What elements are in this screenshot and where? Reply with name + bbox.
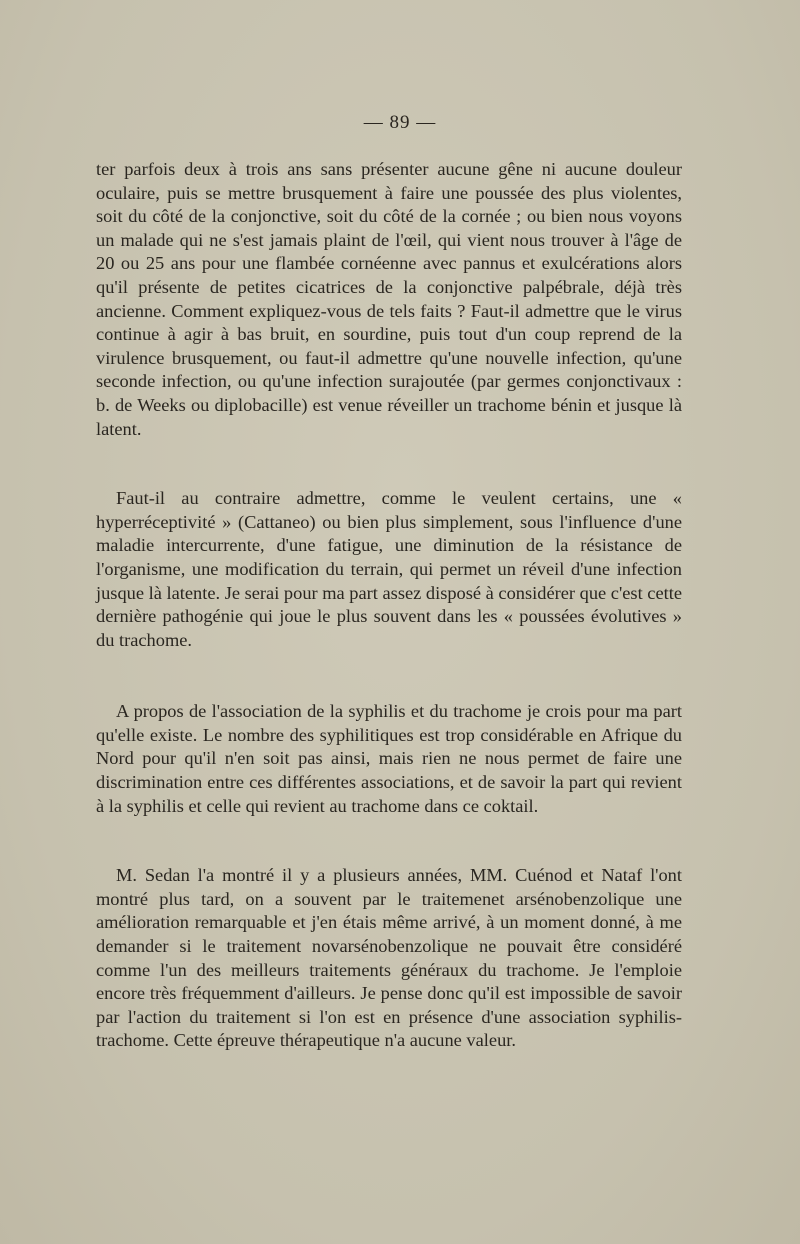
body-text [96,158,682,1053]
paragraph-syphilis-association: A propos de l'association de la syphilis et du trachome je crois pour ma part qu'elle existe. Le nombre des syphilitiques est trop considérable en Afrique du Nord pour qu'il n'en soit pas ainsi, mais rien ne nous permet de faire une discrimination entre ces différentes associations, et de savoir la part qui revient à la syphilis et celle qui revient au trachome dans ce coktail. [96,701,682,816]
paragraph-treatment: M. Sedan l'a montré il y a plusieurs années, MM. Cuénod et Nataf l'ont montré plus tard, on a souvent par le traitemenet arsénobenzolique une amélioration remarquable et j'en étais même arrivé, à un moment donné, à me demander si le traitement novarsénobenzolique ne pouvait être considéré comme l'un des meilleurs traitements généraux du trachome. Je l'emploie encore très fréquemment d'ailleurs. Je pense donc qu'il est impossible de savoir par l'action du traitement si l'on est en présence d'une association syphilis-trachome. Cette épreuve thérapeutique n'a aucune valeur. [96,865,682,1051]
paragraph-hyperreceptivite: Faut-il au contraire admettre, comme le veulent certains, une « hyperréceptivité » (Cattaneo) ou bien plus simplement, sous l'influence d'une maladie intercurrente, d'une fatigue, une diminution de la résistance de l'organisme, une modification du terrain, qui permet un réveil d'une infection jusque là latente. Je serai pour ma part assez disposé à considérer que c'est cette dernière pathogénie qui joue le plus souvent dans les « poussées évolutives » du trachome. [96,488,682,650]
paragraph-continuation: ter parfois deux à trois ans sans présenter aucune gêne ni aucune douleur oculaire, puis se mettre brusquement à faire une poussée des plus violentes, soit du côté de la conjonctive, soit du côté de la cornée ; ou bien nous voyons un malade qui ne s'est jamais plaint de l'œil, qui vient nous trouver à l'âge de 20 ou 25 ans pour une flambée cornéenne avec pannus et exulcérations alors qu'il présente de petites cicatrices de la conjonctive palpébrale, déjà très ancienne. Comment expliquez-vous de tels faits ? Faut-il admettre que le virus continue à agir à bas bruit, en sourdine, puis tout d'un coup reprend de la virulence brusquement, ou faut-il admettre qu'une nouvelle infection, qu'une seconde infection, ou qu'une infection surajoutée (par germes conjonctivaux : b. de Weeks ou diplobacille) est venue réveiller un trachome bénin et jusque là latent. [96,159,682,439]
page-number: — 89 — [363,112,437,133]
